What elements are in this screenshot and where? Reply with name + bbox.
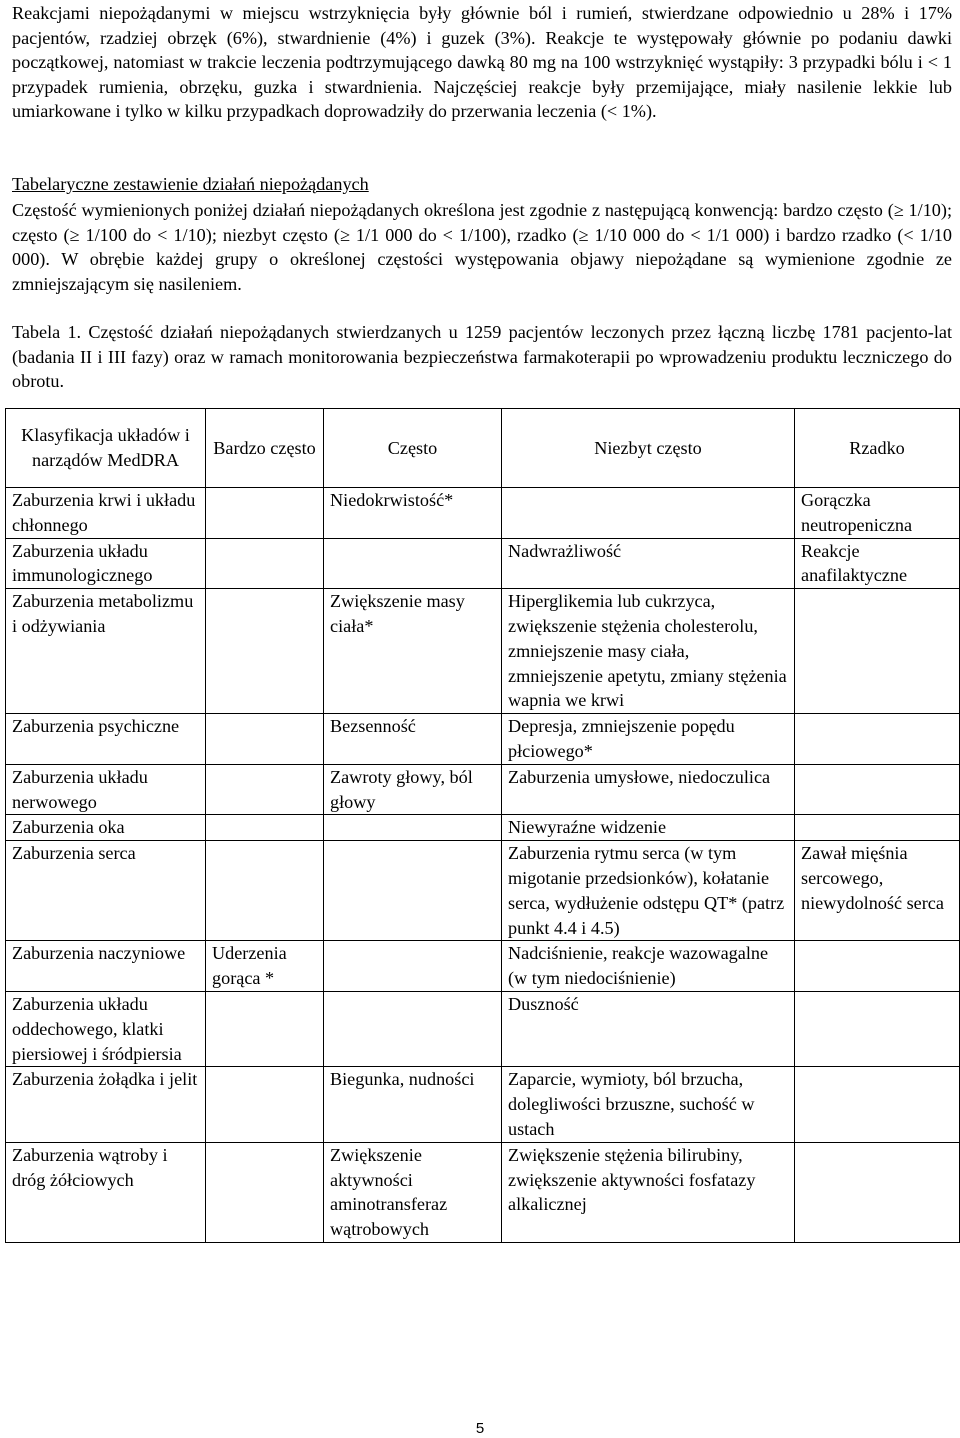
very-common-cell [206,488,324,539]
soc-cell: Zaburzenia układu immunologicznego [6,538,206,589]
very-common-cell [206,714,324,765]
header-cell-soc: Klasyfikacja układów i narządów MedDRA [6,409,206,488]
common-cell: Niedokrwistość* [324,488,502,539]
rare-cell: Reakcje anafilaktyczne [795,538,960,589]
rare-cell [795,714,960,765]
uncommon-cell: Nadwrażliwość [502,538,795,589]
uncommon-cell: Zaburzenia umysłowe, niedoczulica [502,764,795,815]
soc-cell: Zaburzenia układu oddechowego, klatki piersiowej i śródpiersia [6,991,206,1066]
rare-cell [795,764,960,815]
header-cell-very-common: Bardzo często [206,409,324,488]
table-row [6,538,960,589]
very-common-cell [206,538,324,589]
header-cell-common: Często [324,409,502,488]
common-cell: Zwiększenie masy ciała* [324,589,502,714]
soc-cell: Zaburzenia naczyniowe [6,941,206,992]
uncommon-cell: Depresja, zmniejszenie popędu płciowego* [502,714,795,765]
common-cell [324,815,502,841]
soc-cell: Zaburzenia serca [6,841,206,941]
very-common-cell [206,841,324,941]
soc-cell: Zaburzenia żołądka i jelit [6,1067,206,1142]
rare-cell [795,941,960,992]
uncommon-cell: Zwiększenie stężenia bilirubiny, zwiększenie aktywności fosfatazy alkalicznej [502,1142,795,1242]
intro-paragraph: Reakcjami niepożądanymi w miejscu wstrzyknięcia były głównie ból i rumień, stwierdzane odpowiednio u 28% i 17% pacjentów, rzadziej obrzęk (6%), stwardnienie (4%) i guzek (3%). Reakcje te występowały głównie po podaniu dawki początkowej, natomiast w trakcie leczenia podtrzymującego dawką 80 mg na 100 wstrzyknięć wystąpiły: 3 przypadki bólu i < 1 przypadek rumienia, obrzęku, guzka i stwardnienia. Najczęściej reakcje były przemijające, miały nasilenie lekkie lub umiarkowane i tylko w kilku przypadkach doprowadziły do przerwania leczenia (< 1%). [12,3,952,121]
very-common-cell [206,815,324,841]
table-caption: Tabela 1. Częstość działań niepożądanych stwierdzanych u 1259 pacjentów leczonych przez łączną liczbę 1781 pacjento-lat (badania II i III fazy) oraz w ramach monitorowania bezpieczeństwa farmakoterapii po wprowadzeniu produktu leczniczego do obrotu. [12,322,952,391]
common-cell: Zwiększenie aktywności aminotransferaz wątrobowych [324,1142,502,1242]
table-row [6,1067,960,1142]
soc-cell: Zaburzenia układu nerwowego [6,764,206,815]
table-row [6,941,960,992]
uncommon-cell [502,488,795,539]
uncommon-cell: Niewyraźne widzenie [502,815,795,841]
common-cell [324,538,502,589]
common-cell: Bezsenność [324,714,502,765]
uncommon-cell: Nadciśnienie, reakcje wazowagalne (w tym niedociśnienie) [502,941,795,992]
table-row [6,589,960,714]
soc-cell: Zaburzenia wątroby i dróg żółciowych [6,1142,206,1242]
common-cell: Biegunka, nudności [324,1067,502,1142]
section-title: Tabelaryczne zestawienie działań niepożądanych [12,174,369,194]
table-row [6,815,960,841]
table-row [6,841,960,941]
frequency-convention-paragraph: Częstość wymienionych poniżej działań niepożądanych określona jest zgodnie z następującą konwencją: bardzo często (≥ 1/10); często (≥ 1/100 do < 1/10); niezbyt często (≥ 1/1 000 do < 1/100), rzadko (≥ 1/10 000 do < 1/1 000) i bardzo rzadko (< 1/10 000). W obrębie każdej grupy o określonej częstości występowania objawy niepożądane są wymienione zgodnie ze zmniejszającym się nasileniem. [12,200,952,294]
uncommon-cell: Zaburzenia rytmu serca (w tym migotanie przedsionków), kołatanie serca, wydłużenie odstępu QT* (patrz punkt 4.4 i 4.5) [502,841,795,941]
rare-cell [795,815,960,841]
header-cell-rare: Rzadko [795,409,960,488]
table-row [6,1142,960,1242]
soc-cell: Zaburzenia psychiczne [6,714,206,765]
common-cell [324,841,502,941]
adverse-events-table [5,408,960,1243]
very-common-cell: Uderzenia gorąca * [206,941,324,992]
uncommon-cell: Zaparcie, wymioty, ból brzucha, dolegliwości brzuszne, suchość w ustach [502,1067,795,1142]
rare-cell [795,1142,960,1242]
table-row [6,714,960,765]
very-common-cell [206,991,324,1066]
table-row [6,991,960,1066]
uncommon-cell: Hiperglikemia lub cukrzyca, zwiększenie stężenia cholesterolu, zmniejszenie masy ciała, zmniejszenie apetytu, zmiany stężenia wapnia we krwi [502,589,795,714]
rare-cell [795,1067,960,1142]
soc-cell: Zaburzenia oka [6,815,206,841]
table-body [6,488,960,1243]
rare-cell: Gorączka neutropeniczna [795,488,960,539]
rare-cell: Zawał mięśnia sercowego, niewydolność serca [795,841,960,941]
page-number: 5 [475,1420,485,1437]
table-header-row [6,409,960,488]
very-common-cell [206,589,324,714]
rare-cell [795,991,960,1066]
common-cell [324,941,502,992]
header-cell-uncommon: Niezbyt często [502,409,795,488]
uncommon-cell: Duszność [502,991,795,1066]
common-cell [324,991,502,1066]
table-row [6,488,960,539]
soc-cell: Zaburzenia krwi i układu chłonnego [6,488,206,539]
rare-cell [795,589,960,714]
table-row [6,764,960,815]
common-cell: Zawroty głowy, ból głowy [324,764,502,815]
very-common-cell [206,764,324,815]
very-common-cell [206,1142,324,1242]
very-common-cell [206,1067,324,1142]
soc-cell: Zaburzenia metabolizmu i odżywiania [6,589,206,714]
